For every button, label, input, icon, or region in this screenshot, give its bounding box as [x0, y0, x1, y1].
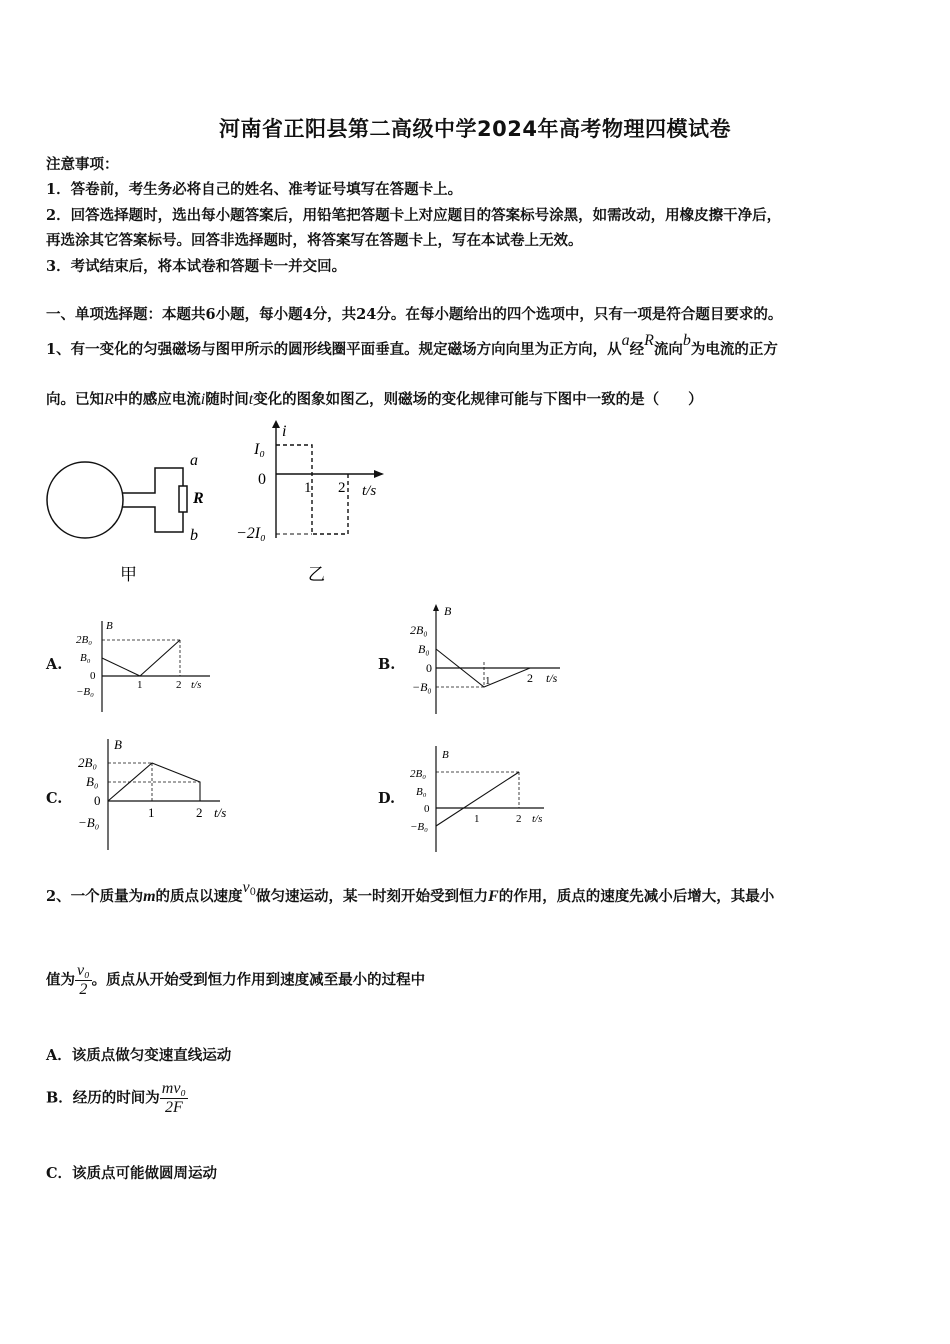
notice-item: 3．考试结束后，将本试卷和答题卡一并交回。	[46, 258, 347, 275]
frac-den: 2	[79, 981, 88, 998]
fraction-v0-over-2	[75, 962, 92, 999]
var-b: b	[682, 332, 691, 349]
question-1-line-2	[46, 388, 703, 409]
tick-1: 1	[304, 480, 312, 496]
x-2: 2	[527, 671, 533, 685]
q1-text: 经	[629, 341, 645, 358]
option-b-graph	[402, 602, 572, 717]
option-d-label[interactable]: D.	[378, 790, 396, 807]
label-a: a	[190, 452, 198, 469]
x-2: 2	[516, 813, 522, 825]
q2-text: 值为	[46, 971, 75, 989]
y-negB0: −B₀	[76, 686, 94, 698]
q2-text: 做匀速运动，某一时刻开始受到恒力	[256, 888, 489, 905]
q2-text: 的作用，质点的速度先减小后增大，其最小	[498, 888, 775, 905]
y-B0: B₀	[416, 786, 427, 798]
var-v: v	[242, 879, 250, 896]
var-F: F	[488, 888, 499, 905]
frac-den: 2F	[164, 1099, 183, 1116]
x-1: 1	[137, 679, 143, 691]
y-negB0: −B₀	[412, 680, 432, 694]
caption-jia: 甲	[120, 565, 137, 584]
y-negB0: −B₀	[410, 821, 428, 833]
option-d-graph	[404, 742, 574, 854]
q1-text: 随时间	[205, 391, 249, 408]
var-R: R	[104, 391, 114, 408]
option-a-graph	[70, 617, 220, 717]
x-t: t/s	[191, 679, 202, 691]
x-2: 2	[196, 805, 203, 820]
notice-item: 2．回答选择题时，选出每小题答案后，用铅笔把答题卡上对应题目的答案标号涂黑，如需改动，用橡皮擦干净后，	[46, 207, 782, 224]
question-1-line-1	[46, 332, 778, 359]
q1-text: 1、有一变化的匀强磁场与图甲所示的圆形线圈平面垂直。规定磁场方向向里为正方向，从	[46, 341, 622, 358]
y-negB0: −B₀	[78, 815, 100, 830]
resistor	[179, 486, 187, 512]
y-2B0: 2B₀	[410, 623, 428, 637]
var-R: R	[644, 332, 654, 349]
y-2B0: 2B₀	[410, 768, 427, 780]
option-a-label[interactable]: A.	[46, 656, 63, 673]
graph-line	[102, 640, 180, 676]
coil-circle	[47, 462, 123, 538]
var-t: t	[248, 391, 254, 408]
q1-text: 中的感应电流	[113, 391, 201, 408]
label-neg2I0: −2I₀	[236, 525, 266, 542]
q2-option-a[interactable]: A．该质点做匀变速直线运动	[46, 1047, 232, 1064]
axis-B: B	[444, 604, 452, 618]
label-zero: 0	[258, 471, 266, 488]
axis-B: B	[114, 737, 122, 752]
notice-heading: 注意事项：	[46, 156, 119, 173]
figure-jia-coil	[40, 440, 220, 590]
q2-option-c[interactable]: C．该质点可能做圆周运动	[46, 1165, 218, 1182]
label-I0: I₀	[254, 441, 265, 458]
q1-text: 向。已知	[46, 391, 104, 408]
q1-text: 变化的图象如图乙，则磁场的变化规律可能与下图中一致的是（ ）	[253, 391, 703, 408]
page-title: 河南省正阳县第二高级中学2024年高考物理四模试卷	[219, 117, 731, 141]
label-R: R	[193, 490, 204, 507]
q1-text: 流向	[653, 341, 683, 358]
x-1: 1	[485, 675, 491, 687]
section-heading: 一、单项选择题：本题共6小题，每小题4分，共24分。在每小题给出的四个选项中，只有一项是符合题目要求的。	[46, 306, 783, 323]
caption-yi: 乙	[308, 565, 325, 584]
var-m: m	[143, 888, 156, 905]
x-1: 1	[148, 805, 155, 820]
label-b: b	[190, 527, 198, 544]
x-1: 1	[474, 813, 480, 825]
var-a: a	[621, 332, 630, 349]
y-B0: B₀	[86, 774, 99, 789]
axis-i-label: i	[282, 423, 287, 440]
var-v-sub: 0	[249, 887, 257, 898]
q1-text: 为电流的正方	[690, 341, 778, 358]
x-t: t/s	[214, 805, 227, 820]
fraction-mv0-over-2F	[160, 1080, 188, 1117]
option-c-graph	[70, 735, 250, 853]
option-c-label[interactable]: C.	[46, 790, 63, 807]
y-2B0: 2B₀	[76, 634, 93, 646]
frac-num: v₀	[77, 962, 90, 979]
notice-item: 再选涂其它答案标号。回答非选择题时，将答案写在答题卡上，写在本试卷上无效。	[46, 232, 583, 249]
y-0: 0	[90, 670, 96, 682]
question-2-line-2	[46, 962, 425, 999]
q2-text: 2、一个质量为	[46, 888, 144, 905]
var-i: i	[200, 391, 206, 408]
q2-option-b[interactable]	[46, 1080, 188, 1117]
y-2B0: 2B₀	[78, 755, 97, 770]
y-0: 0	[94, 793, 101, 808]
y-0: 0	[424, 803, 430, 815]
q2-option-b-text: B．经历的时间为	[46, 1089, 160, 1107]
x-2: 2	[176, 679, 182, 691]
q2-text: 的质点以速度	[155, 888, 243, 905]
x-t: t/s	[532, 813, 543, 825]
frac-num: mv₀	[161, 1080, 186, 1097]
axis-B: B	[442, 749, 449, 761]
notice-item: 1．答卷前，考生务必将自己的姓名、准考证号填写在答题卡上。	[46, 181, 463, 198]
x-t: t/s	[546, 671, 558, 685]
option-b-label[interactable]: B.	[378, 656, 396, 673]
axis-t-label: t/s	[362, 483, 377, 499]
axis-B: B	[106, 620, 113, 632]
y-0: 0	[426, 661, 432, 675]
y-B0: B₀	[418, 642, 430, 656]
q2-text: 。质点从开始受到恒力作用到速度减至最小的过程中	[91, 971, 426, 989]
question-2-line-1	[46, 879, 775, 906]
figure-yi-current-graph	[228, 418, 398, 590]
tick-2: 2	[338, 480, 346, 496]
y-B0: B₀	[80, 652, 91, 664]
